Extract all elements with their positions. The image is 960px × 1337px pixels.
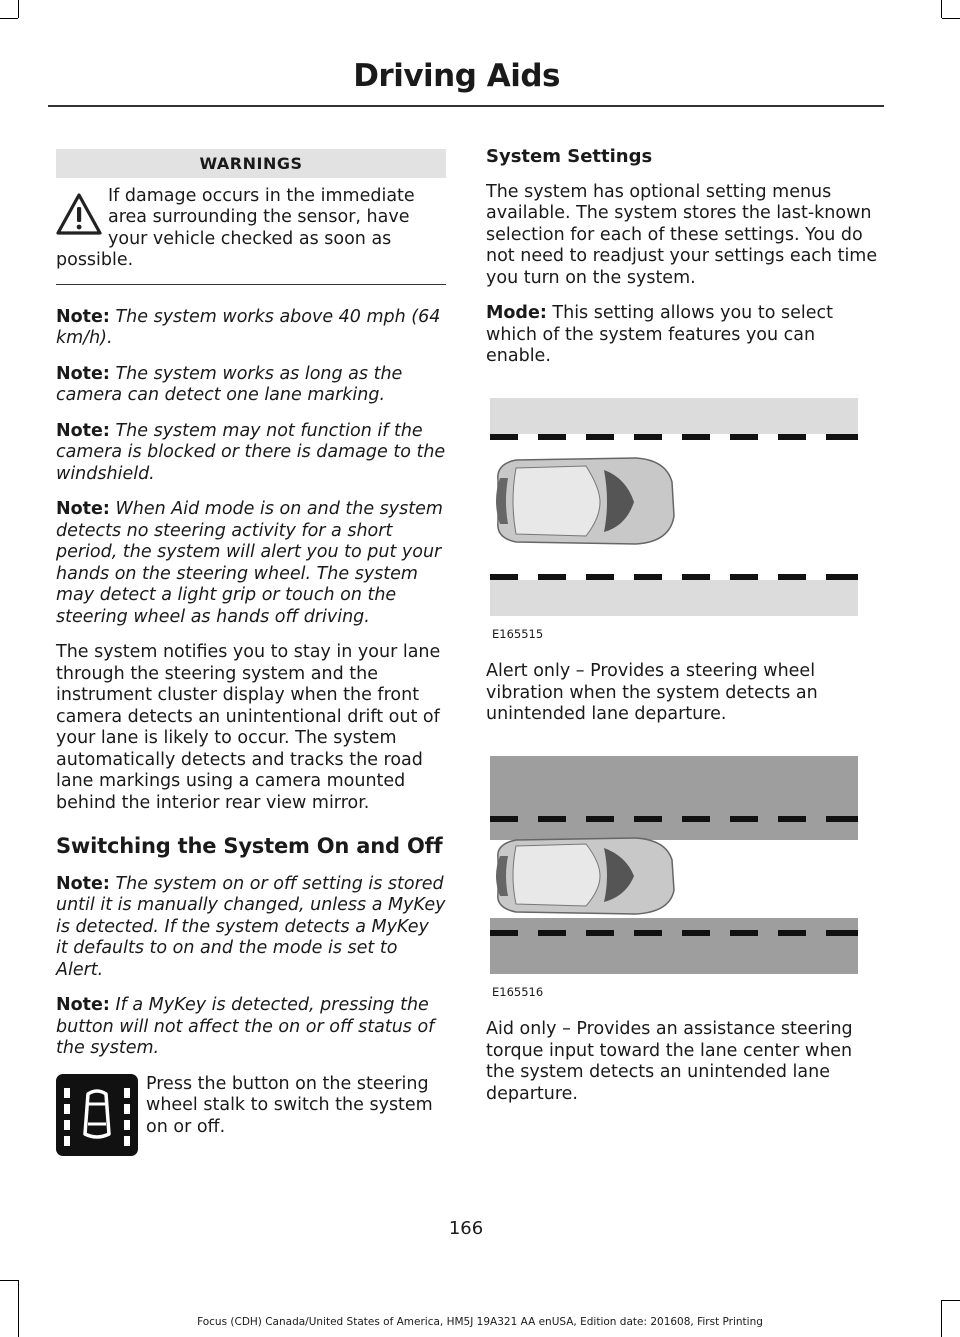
header-divider bbox=[48, 105, 884, 107]
body-paragraph: The system notifies you to stay in your lane through the steering system and the instrument cluster display when the front camera detects an unintentional drift out of your lane is likely to occur. The system automatically detects and tracks the road lane markings using a camera mounted behind the interior rear view mirror. bbox=[56, 642, 441, 813]
lane-keeping-button-icon bbox=[56, 1074, 138, 1156]
figure-id: E165516 bbox=[492, 984, 544, 999]
crop-mark bbox=[942, 1300, 960, 1301]
crop-mark bbox=[0, 1280, 18, 1281]
warning-text: If damage occurs in the immediate area surrounding the sensor, have your vehicle checked as soon as possible. bbox=[56, 185, 415, 270]
car-icon bbox=[496, 458, 674, 544]
crop-mark bbox=[0, 18, 18, 19]
note: Note: The system on or off setting is stored until it is manually changed, unless a MyKey is detected. If the system detects a MyKey it defaults to on and the mode is set to Alert. bbox=[56, 873, 446, 980]
note: Note: When Aid mode is on and the system detects no steering activity for a short period, the system will alert you to put your hands on the steering wheel. The system may detect a light grip or touch on the steering wheel as hands off driving. bbox=[56, 499, 443, 627]
left-column bbox=[56, 140, 446, 1158]
note: Note: The system works as long as the camera can detect one lane marking. bbox=[56, 363, 403, 405]
warning-box bbox=[56, 178, 446, 285]
note: Note: The system works above 40 mph (64 km/h). bbox=[56, 306, 441, 348]
crop-mark bbox=[942, 18, 960, 19]
footer-text: Focus (CDH) Canada/United States of America, HM5J 19A321 AA enUSA, Edition date: 201608, First Printing bbox=[197, 1316, 763, 1328]
press-button-text: Press the button on the steering wheel stalk to switch the system on or off. bbox=[146, 1073, 433, 1137]
aid-only-text: Aid only – Provides an assistance steering torque input toward the lane center when the system detects an unintended lane departure. bbox=[486, 1019, 853, 1104]
warning-triangle-icon bbox=[56, 192, 102, 236]
page-number: 166 bbox=[448, 1218, 484, 1239]
alert-only-text: Alert only – Provides a steering wheel vibration when the system detects an unintended lane departure. bbox=[486, 661, 818, 724]
section-heading: System Settings bbox=[486, 146, 653, 167]
button-instruction bbox=[56, 1074, 446, 1158]
mode-paragraph: Mode: This setting allows you to select which of the system features you can enable. bbox=[486, 303, 833, 366]
crop-mark bbox=[18, 0, 19, 18]
figure-id: E165515 bbox=[492, 626, 544, 641]
section-heading: Switching the System On and Off bbox=[56, 834, 443, 858]
page-title: Driving Aids bbox=[353, 58, 560, 94]
aid-mode-diagram bbox=[486, 756, 878, 974]
right-column bbox=[486, 140, 878, 1119]
alert-mode-diagram bbox=[486, 398, 878, 616]
note: Note: The system may not function if the camera is blocked or there is damage to the windshield. bbox=[56, 420, 446, 484]
lane-diagram-illustration bbox=[486, 398, 878, 616]
body-paragraph: The system has optional setting menus available. The system stores the last-known selection for each of these settings. You do not need to readjust your settings each time you turn on the system. bbox=[486, 181, 878, 288]
warnings-heading: WARNINGS bbox=[56, 149, 446, 178]
crop-mark bbox=[18, 1280, 19, 1337]
crop-mark bbox=[941, 0, 942, 18]
note: Note: If a MyKey is detected, pressing the button will not affect the on or off status of the system. bbox=[56, 995, 435, 1058]
lane-diagram-illustration bbox=[486, 756, 878, 974]
car-icon bbox=[496, 838, 674, 914]
